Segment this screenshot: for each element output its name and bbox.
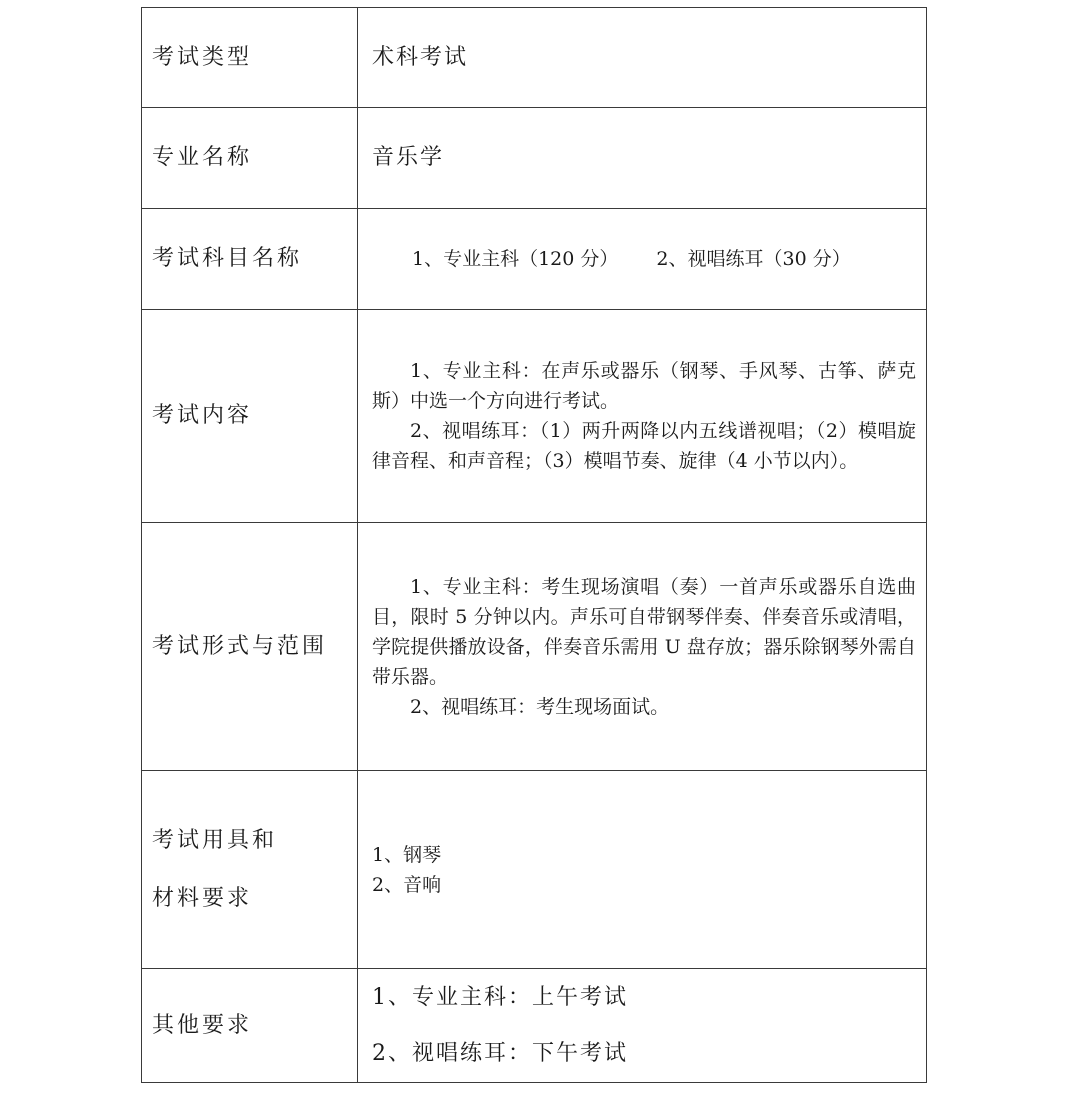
major-value: 音乐学 bbox=[358, 108, 927, 209]
subjects-list bbox=[372, 244, 916, 274]
format-paragraph: 1、专业主科：考生现场演唱（奏）一首声乐或器乐自选曲目，限时 5 分钟以内。声乐可自带钢琴伴奏、伴奏音乐或清唱，学院提供播放设备，伴奏音乐需用 U 盘存放；器乐除钢琴外需自带乐器。 bbox=[372, 575, 916, 688]
materials-item: 1、钢琴 bbox=[372, 843, 442, 866]
table-row bbox=[142, 771, 927, 969]
table-row bbox=[142, 310, 927, 523]
table-row bbox=[142, 969, 927, 1083]
materials-label-line: 考试用具和 bbox=[152, 827, 278, 853]
other-label: 其他要求 bbox=[142, 969, 358, 1083]
materials-label-line: 材料要求 bbox=[152, 885, 253, 911]
format-label: 考试形式与范围 bbox=[142, 523, 358, 771]
format-value bbox=[358, 523, 927, 771]
exam-type-value: 术科考试 bbox=[358, 8, 927, 108]
materials-value bbox=[358, 771, 927, 969]
table-row bbox=[142, 523, 927, 771]
content-label: 考试内容 bbox=[142, 310, 358, 523]
materials-item: 2、音响 bbox=[372, 873, 442, 896]
other-value bbox=[358, 969, 927, 1083]
exam-type-label: 考试类型 bbox=[142, 8, 358, 108]
content-paragraph: 1、专业主科：在声乐或器乐（钢琴、手风琴、古筝、萨克斯）中选一个方向进行考试。 bbox=[372, 360, 916, 412]
other-item: 1、专业主科：上午考试 bbox=[372, 984, 628, 1010]
content-paragraph: 2、视唱练耳：（1）两升两降以内五线谱视唱；（2）模唱旋律音程、和声音程；（3）模唱节奏、旋律（4 小节以内）。 bbox=[372, 420, 916, 472]
format-paragraph: 2、视唱练耳：考生现场面试。 bbox=[410, 695, 670, 718]
subjects-value bbox=[358, 209, 927, 310]
subject-item: 2、视唱练耳（30 分） bbox=[656, 248, 851, 270]
table-row bbox=[142, 8, 927, 108]
materials-label bbox=[142, 771, 358, 969]
other-item: 2、视唱练耳：下午考试 bbox=[372, 1040, 628, 1066]
table-row bbox=[142, 108, 927, 209]
subject-item: 1、专业主科（120 分） bbox=[412, 248, 619, 270]
major-label: 专业名称 bbox=[142, 108, 358, 209]
exam-info-table bbox=[141, 7, 927, 1083]
table-row bbox=[142, 209, 927, 310]
subjects-label: 考试科目名称 bbox=[142, 209, 358, 310]
content-value bbox=[358, 310, 927, 523]
